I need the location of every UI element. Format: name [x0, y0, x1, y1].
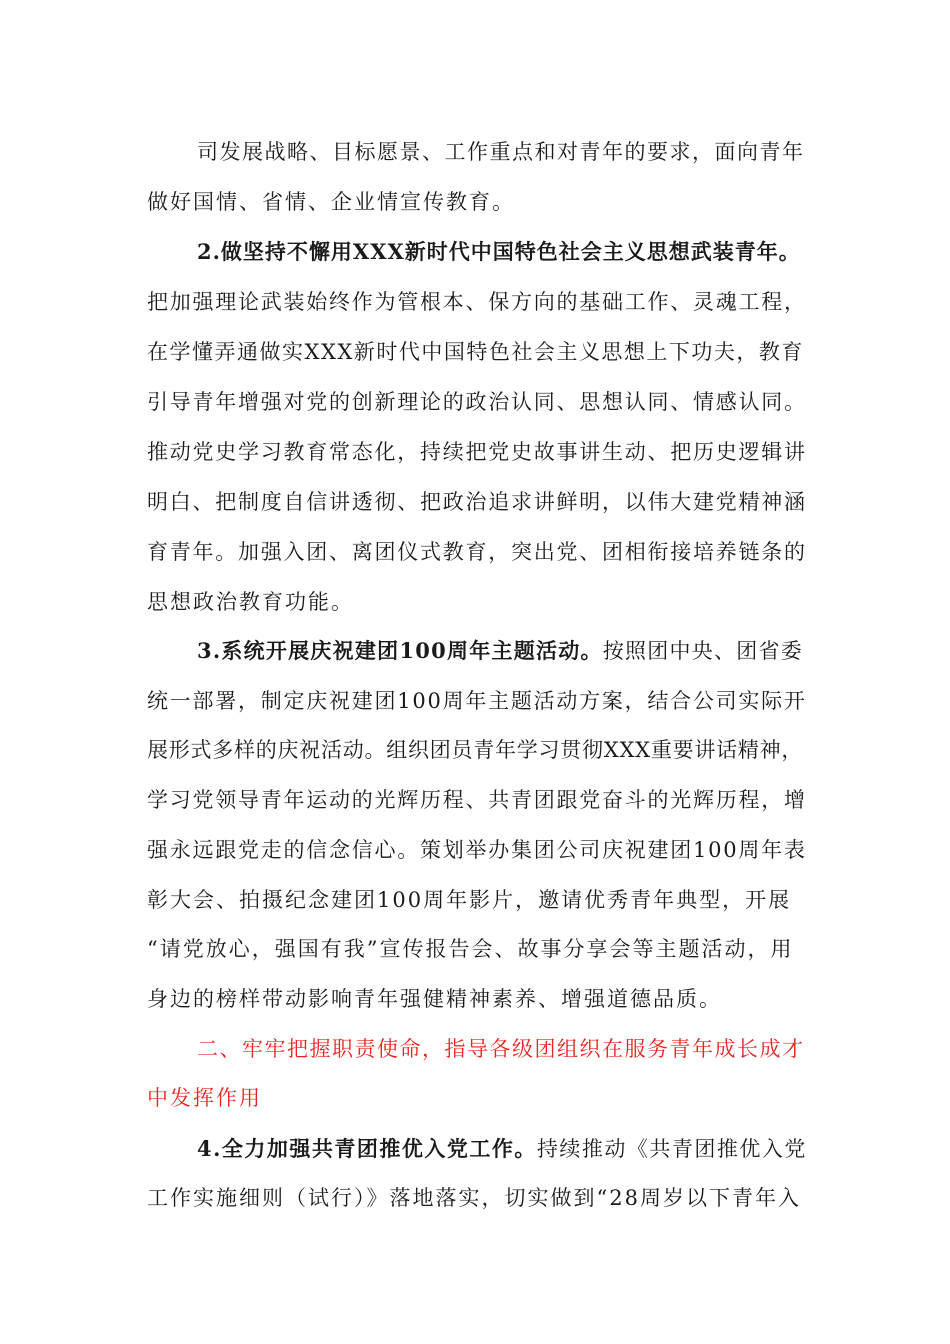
item-heading-3-title: 3.系统开展庆祝建团100周年主题活动。	[197, 638, 603, 663]
section-heading-2: 二、牢牢把握职责使命，指导各级团组织在服务青年成长成才	[197, 1037, 805, 1061]
paragraph-line: 工作实施细则（试行）》落地落实，切实做到“28周岁以下青年入	[147, 1186, 801, 1210]
paragraph-line: 展形式多样的庆祝活动。组织团员青年学习贯彻XXX重要讲话精神，	[147, 738, 804, 762]
paragraph-line: 在学懂弄通做实XXX新时代中国特色社会主义思想上下功夫，教育	[147, 340, 804, 364]
item-heading-3: 3.系统开展庆祝建团100周年主题活动。按照团中央、团省委	[197, 638, 804, 663]
item-heading-4: 4.全力加强共青团推优入党工作。持续推动《共青团推优入党	[197, 1136, 807, 1161]
item-heading-2: 2.做坚持不懈用XXX新时代中国特色社会主义思想武装青年。	[197, 239, 801, 264]
paragraph-line: 强永远跟党走的信念信心。策划举办集团公司庆祝建团100周年表	[147, 838, 807, 862]
paragraph-line: 司发展战略、目标愿景、工作重点和对青年的要求，面向青年	[197, 140, 805, 164]
section-heading-2-cont: 中发挥作用	[147, 1086, 262, 1110]
paragraph-line: 学习党领导青年运动的光辉历程、共青团跟党奋斗的光辉历程，增	[147, 788, 807, 812]
paragraph-line: 育青年。加强入团、离团仪式教育，突出党、团相衔接培养链条的	[147, 540, 807, 564]
paragraph-line: 统一部署，制定庆祝建团100周年主题活动方案，结合公司实际开	[147, 689, 807, 713]
paragraph-line: 明白、把制度自信讲透彻、把政治追求讲鲜明，以伟大建党精神涵	[147, 490, 807, 514]
paragraph-line: 引导青年增强对党的创新理论的政治认同、思想认同、情感认同。	[147, 390, 807, 414]
paragraph-line: 推动党史学习教育常态化，持续把党史故事讲生动、把历史逻辑讲	[147, 440, 807, 464]
paragraph-line: 思想政治教育功能。	[147, 590, 354, 614]
paragraph-line: 身边的榜样带动影响青年强健精神素养、增强道德品质。	[147, 987, 722, 1011]
item-heading-4-title: 4.全力加强共青团推优入党工作。	[197, 1136, 537, 1161]
paragraph-line: “请党放心，强国有我”宣传报告会、故事分享会等主题活动，用	[147, 937, 794, 961]
paragraph-line: 彰大会、拍摄纪念建团100周年影片，邀请优秀青年典型，开展	[147, 888, 792, 912]
paragraph-line: 把加强理论武装始终作为管根本、保方向的基础工作、灵魂工程，	[147, 290, 807, 314]
paragraph-line: 做好国情、省情、企业情宣传教育。	[147, 190, 515, 214]
